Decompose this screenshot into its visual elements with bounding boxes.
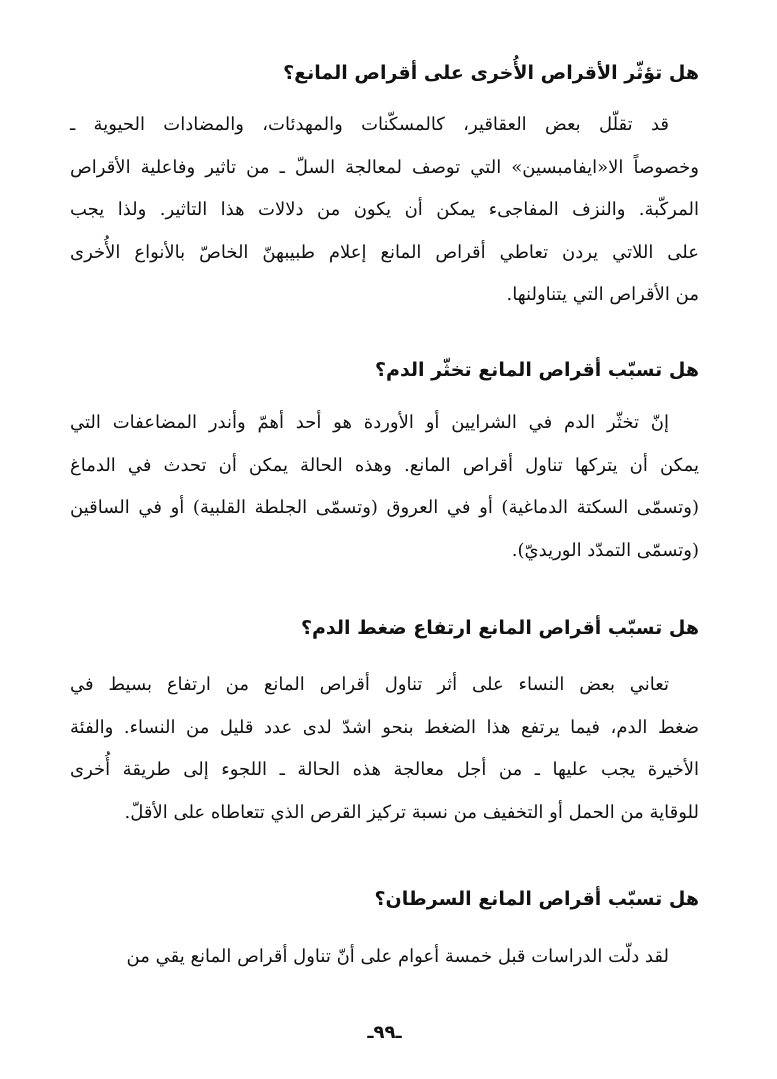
section-4-paragraph (70, 936, 699, 979)
section-2-paragraph (70, 402, 699, 572)
section-1-line-3: المركّبة. والنزف المفاجىء يمكن أن يكون من دلالات هذا التاثير. ولذا يجب (70, 199, 699, 220)
section-4-line-1: لقد دلّت الدراسات قبل خمسة أعوام على أنّ تناول أقراص المانع يقي من (126, 946, 669, 967)
section-1-paragraph (70, 104, 699, 317)
section-1-line-2: وخصوصاً الا«ايفامبسين» التي توصف لمعالجة السلّ ـ من تاثير وفاعلية الأقراص (70, 156, 699, 178)
section-1-line-1: قد تقلّل بعض العقاقير، كالمسكّنات والمهدئات، والمضادات الحيوية ـ (70, 114, 669, 135)
section-1-heading: هل تؤثّر الأقراص الأُخرى على أقراص المانع؟ (283, 62, 699, 84)
section-2-line-4: (وتسمّى التمدّد الوريديّ). (511, 539, 699, 561)
section-4-heading: هل تسبّب أقراص المانع السرطان؟ (374, 888, 699, 910)
section-2-line-2: يمكن أن يتركها تناول أقراص المانع. وهذه الحالة يمكن أن تحدث في الدماغ (70, 454, 699, 476)
section-3-line-2: ضغط الدم، فيما يرتفع هذا الضغط بنحو اشدّ لدى عدد قليل من النساء. والفئة (70, 716, 699, 738)
section-3-paragraph (70, 664, 699, 834)
section-2-heading: هل تسبّب أقراص المانع تخثّر الدم؟ (375, 359, 699, 381)
document-page (70, 0, 699, 1079)
section-2-line-3: (وتسمّى السكتة الدماغية) أو في العروق (وتسمّى الجلطة القلبية) أو في الساقين (70, 497, 699, 518)
section-1-line-5: من الأقراص التي يتناولنها. (506, 284, 699, 305)
section-3-heading: هل تسبّب أقراص المانع ارتفاع ضغط الدم؟ (300, 617, 699, 639)
section-3-line-1: تعاني بعض النساء على أثر تناول أقراص المانع من ارتفاع بسيط في (70, 674, 669, 695)
section-3-line-4: للوقاية من الحمل أو التخفيف من نسبة تركيز القرص الذي تتعاطاه على الأقلّ. (124, 801, 699, 823)
section-2-line-1: إنّ تخثّر الدم في الشرايين أو الأوردة هو أحد أهمّ وأندر المضاعفات التي (70, 412, 669, 433)
section-3-line-3: الأخيرة يجب عليها ـ من أجل معالجة هذه الحالة ـ اللجوء إلى طريقة أُخرى (70, 759, 699, 780)
page-number: ـ٩٩ـ (367, 1022, 402, 1043)
section-1-line-4: على اللاتي يردن تعاطي أقراص المانع إعلام طبيبهنّ الخاصّ بالأنواع الأُخرى (70, 241, 699, 263)
